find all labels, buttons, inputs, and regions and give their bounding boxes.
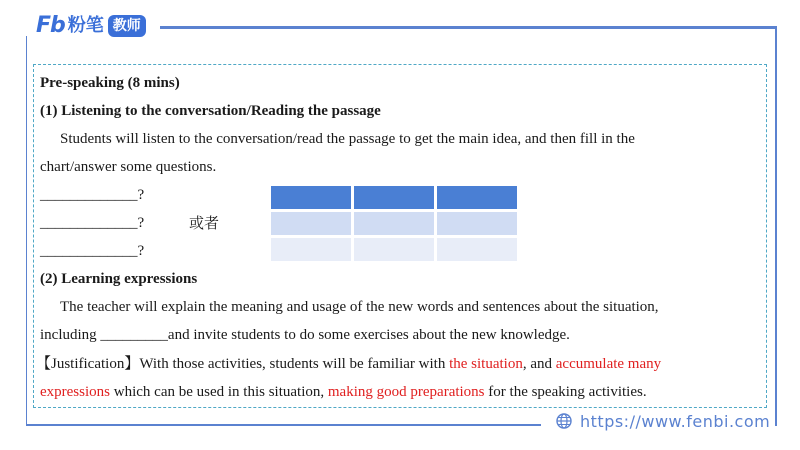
footer-url[interactable]: https://www.fenbi.com [580, 411, 771, 431]
globe-icon [556, 413, 572, 429]
logo-text: 粉笔 [67, 15, 104, 36]
logo-badge: 教师 [108, 15, 146, 37]
frame-top-line [160, 26, 777, 29]
brand-logo [36, 13, 146, 39]
chart-cell [354, 212, 434, 235]
step2-title: (2) Learning expressions [40, 271, 198, 287]
frame-bottom-line [26, 424, 541, 426]
justification-text: for the speaking activities. [484, 384, 647, 400]
highlight-expressions: expressions [40, 384, 110, 400]
justification-text: With those activities, students will be familiar with [139, 356, 450, 372]
chart-cell [354, 186, 434, 209]
chart-cell [354, 238, 434, 261]
step1-body-line2: chart/answer some questions. [40, 159, 217, 175]
step2-body-line1: The teacher will explain the meaning and usage of the new words and sentences about the situation, [60, 299, 659, 315]
blank-line-1: _____________? [40, 187, 145, 203]
chart-cell [271, 238, 351, 261]
step1-body-line1: Students will listen to the conversation/read the passage to get the main idea, and then fill in the [60, 131, 635, 147]
blank-line-3: _____________? [40, 243, 145, 259]
frame-right-line [775, 26, 777, 426]
justification-text: , and [522, 356, 556, 372]
chart-cell [271, 212, 351, 235]
section-title: Pre-speaking (8 mins) [40, 75, 180, 91]
placeholder-chart [271, 186, 519, 262]
justification-text: which can be used in this situation, [110, 384, 328, 400]
highlight-preparations: making good preparations [327, 384, 485, 400]
highlight-situation: the situation [449, 356, 523, 372]
chart-cell [437, 238, 517, 261]
justification-line2 [40, 382, 647, 402]
chart-cell [437, 186, 517, 209]
justification-line1 [36, 354, 661, 374]
highlight-accumulate: accumulate many [555, 356, 662, 372]
step1-title: (1) Listening to the conversation/Reading the passage [40, 103, 381, 119]
blank-line-2: _____________? [40, 215, 145, 231]
footer-link[interactable] [556, 409, 770, 433]
justification-label: 【Justification】 [36, 356, 140, 372]
or-label: 或者 [189, 214, 220, 232]
step2-body-line2: including _________and invite students to do some exercises about the new knowledge. [40, 327, 570, 343]
logo-mark: Fb [36, 13, 65, 38]
chart-cell [271, 186, 351, 209]
chart-cell [437, 212, 517, 235]
frame-left-line [26, 36, 27, 425]
